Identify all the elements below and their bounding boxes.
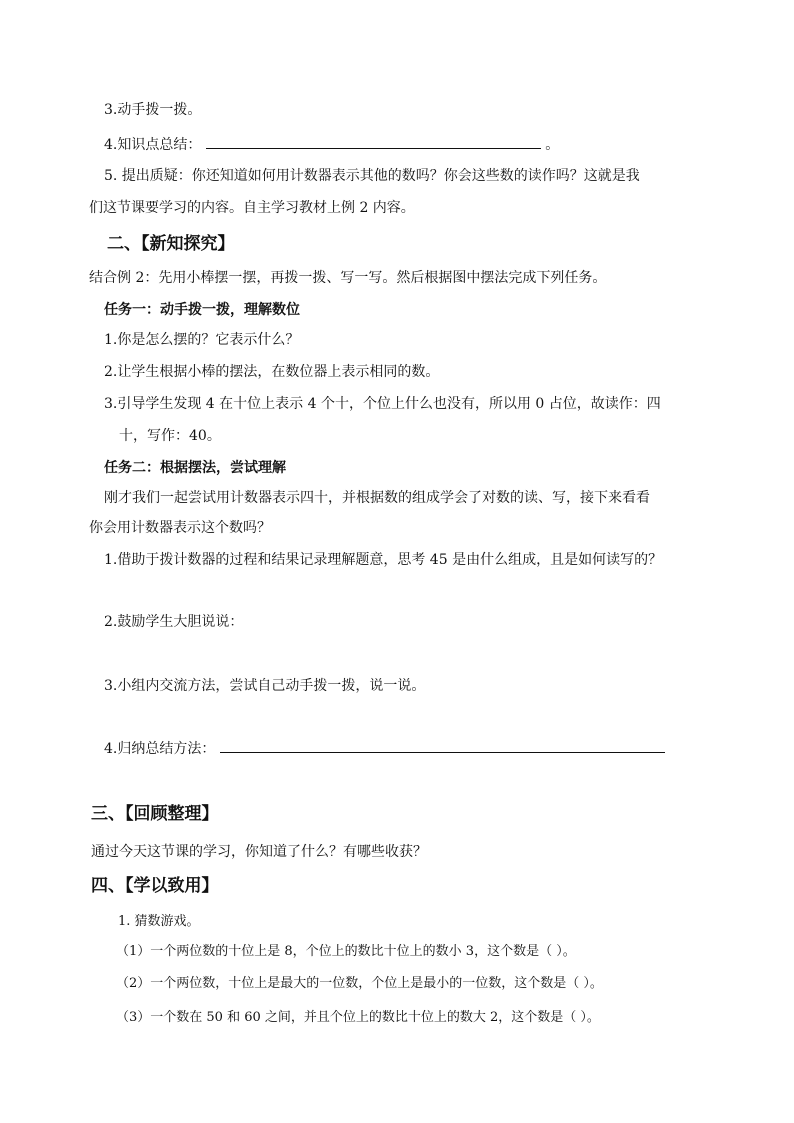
guessing-game-title: 1. 猜数游戏。 — [118, 914, 200, 929]
task-2-item-1: 1.借助于拨计数器的过程和结果记录理解题意，思考 45 是由什么组成，且是如何读写的？ — [104, 552, 663, 568]
knowledge-summary-blank[interactable] — [206, 134, 541, 149]
section-3-heading: 三、【回顾整理】 — [91, 804, 219, 824]
task-1-item-2: 2.让学生根据小棒的摆法，在数位器上表示相同的数。 — [104, 364, 440, 380]
task-2-paragraph-line2: 你会用计数器表示这个数吗？ — [89, 520, 271, 536]
task-1-item-3: 3.引导学生发现 4 在十位上表示 4 个十，个位上什么也没有，所以用 0 占位，故读作：四 — [104, 396, 661, 412]
task-1-item-1: 1.你是怎么摆的？它表示什么？ — [104, 332, 300, 348]
knowledge-summary-label: 4.知识点总结： — [104, 137, 202, 153]
task-2-title: 任务二：根据摆法，尝试理解 — [104, 460, 286, 476]
section-4-heading: 四、【学以致用】 — [91, 876, 219, 896]
task-2-paragraph-line1: 刚才我们一起尝试用计数器表示四十，并根据数的组成学会了对数的读、写，接下来看看 — [104, 490, 650, 506]
section-3-text: 通过今天这节课的学习，你知道了什么？有哪些收获？ — [91, 844, 427, 860]
method-summary-blank[interactable] — [220, 738, 665, 753]
item-3: 3.动手拨一拨。 — [104, 102, 202, 118]
knowledge-summary-end: 。 — [545, 137, 560, 153]
guessing-question-2: （2）一个两位数，十位上是最大的一位数，个位上是最小的一位数，这个数是（ ）。 — [116, 976, 603, 991]
method-summary-row — [104, 738, 665, 759]
task-1-title: 任务一：动手拨一拨，理解数位 — [104, 302, 300, 318]
guessing-question-1: （1）一个两位数的十位上是 8，个位上的数比十位上的数小 3，这个数是（ ）。 — [116, 944, 576, 959]
item-5-line1: 5. 提出质疑：你还知道如何用计数器表示其他的数吗？你会这些数的读作吗？这就是我 — [104, 168, 640, 184]
task-1-item-3-cont: 十，写作：40。 — [119, 428, 221, 444]
task-2-item-3: 3.小组内交流方法，尝试自己动手拨一拨，说一说。 — [104, 678, 426, 694]
method-summary-label: 4.归纳总结方法： — [104, 741, 216, 757]
item-5-line2: 们这节课要学习的内容。自主学习教材上例 2 内容。 — [89, 200, 415, 216]
task-2-item-2: 2.鼓励学生大胆说说： — [104, 614, 244, 630]
knowledge-summary-row — [104, 134, 559, 155]
section-2-heading: 二、【新知探究】 — [107, 234, 235, 254]
section-2-intro: 结合例 2：先用小棒摆一摆，再拨一拨、写一写。然后根据图中摆法完成下列任务。 — [89, 270, 607, 286]
guessing-question-3: （3）一个数在 50 和 60 之间，并且个位上的数比十位上的数大 2，这个数是（ ）。 — [116, 1010, 600, 1025]
